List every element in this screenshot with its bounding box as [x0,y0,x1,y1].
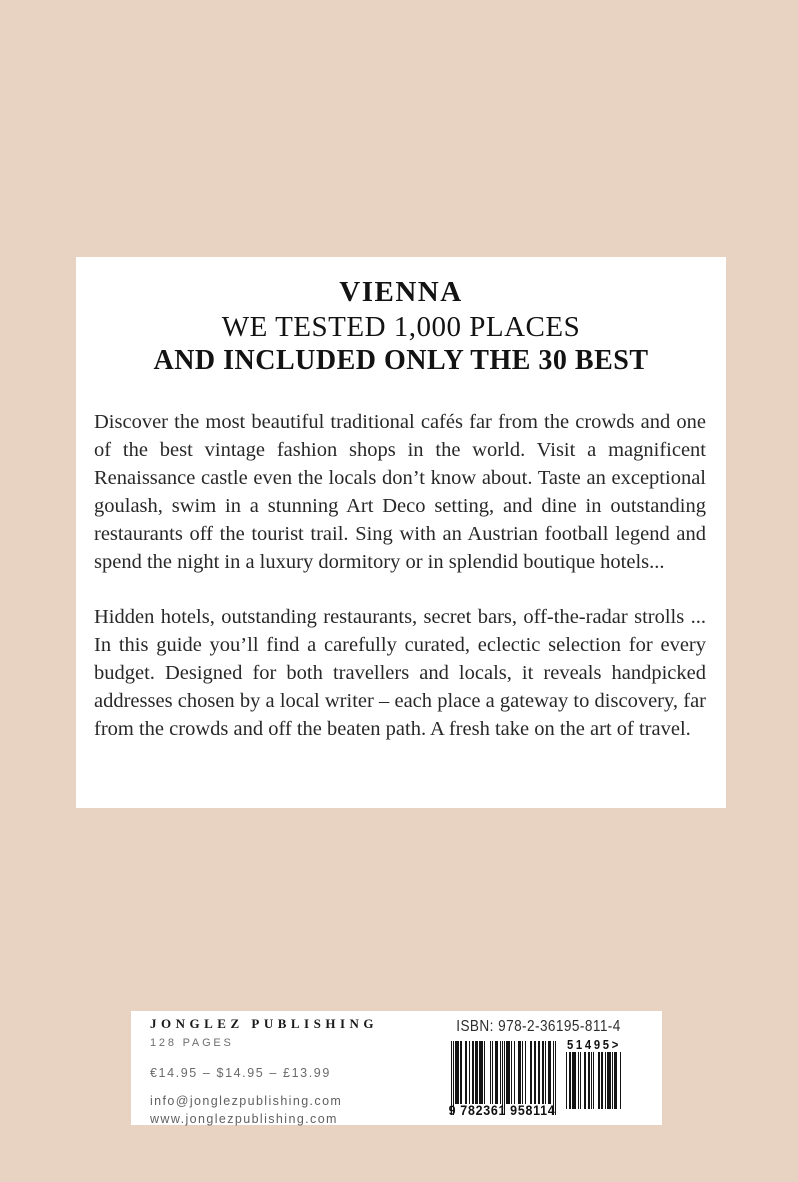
heading-block [76,274,726,377]
ean13-digits [449,1103,556,1118]
website-url: www.jonglezpublishing.com [150,1112,338,1126]
publisher-name: JONGLEZ PUBLISHING [150,1016,379,1031]
ean5-supplement-barcode [565,1052,621,1109]
publisher-block [150,1016,378,1126]
blurb-panel [76,257,726,808]
page-count: 128 PAGES [150,1037,234,1049]
description-paragraph-1: Discover the most beautiful traditional cafés far from the crowds and one of the best vintage fashion shops in the world. Visit a magnificent Renaissance castle even the locals don’t know about. Taste an exceptional goulash, swim in a stunning Art Deco setting, and dine in outstanding restaurants off the tourist trail. Sing with an Austrian football legend and spend the night in a luxury dormitory or in splendid boutique hotels... [94,411,706,573]
description-paragraph-2: Hidden hotels, outstanding restaurants, secret bars, off-the-radar strolls ... In this guide you’ll find a carefully curated, eclectic selection for every budget. Designed for both travellers and locals, it reveals handpicked addresses chosen by a local writer – each place a gateway to discovery, far from the crowds and off the beaten path. A fresh take on the art of travel. [94,606,706,740]
ean13-lead-digit: 9 [448,1103,457,1118]
ean13-left-digits: 782361 [460,1103,507,1118]
colophon-band [131,1011,662,1125]
supplement-code: 51495> [566,1038,622,1052]
description [94,408,706,770]
isbn-label: ISBN: 978-2-36195-811-4 [456,1018,621,1035]
tagline-line-2: AND INCLUDED ONLY THE 30 BEST [153,345,649,376]
contact-email: info@jonglezpublishing.com [150,1094,343,1108]
tagline-line-1: WE TESTED 1,000 PLACES [221,311,581,343]
ean13-right-digits: 958114 [510,1103,556,1118]
price-list: €14.95 – $14.95 – £13.99 [150,1066,331,1080]
book-title: VIENNA [339,276,463,308]
